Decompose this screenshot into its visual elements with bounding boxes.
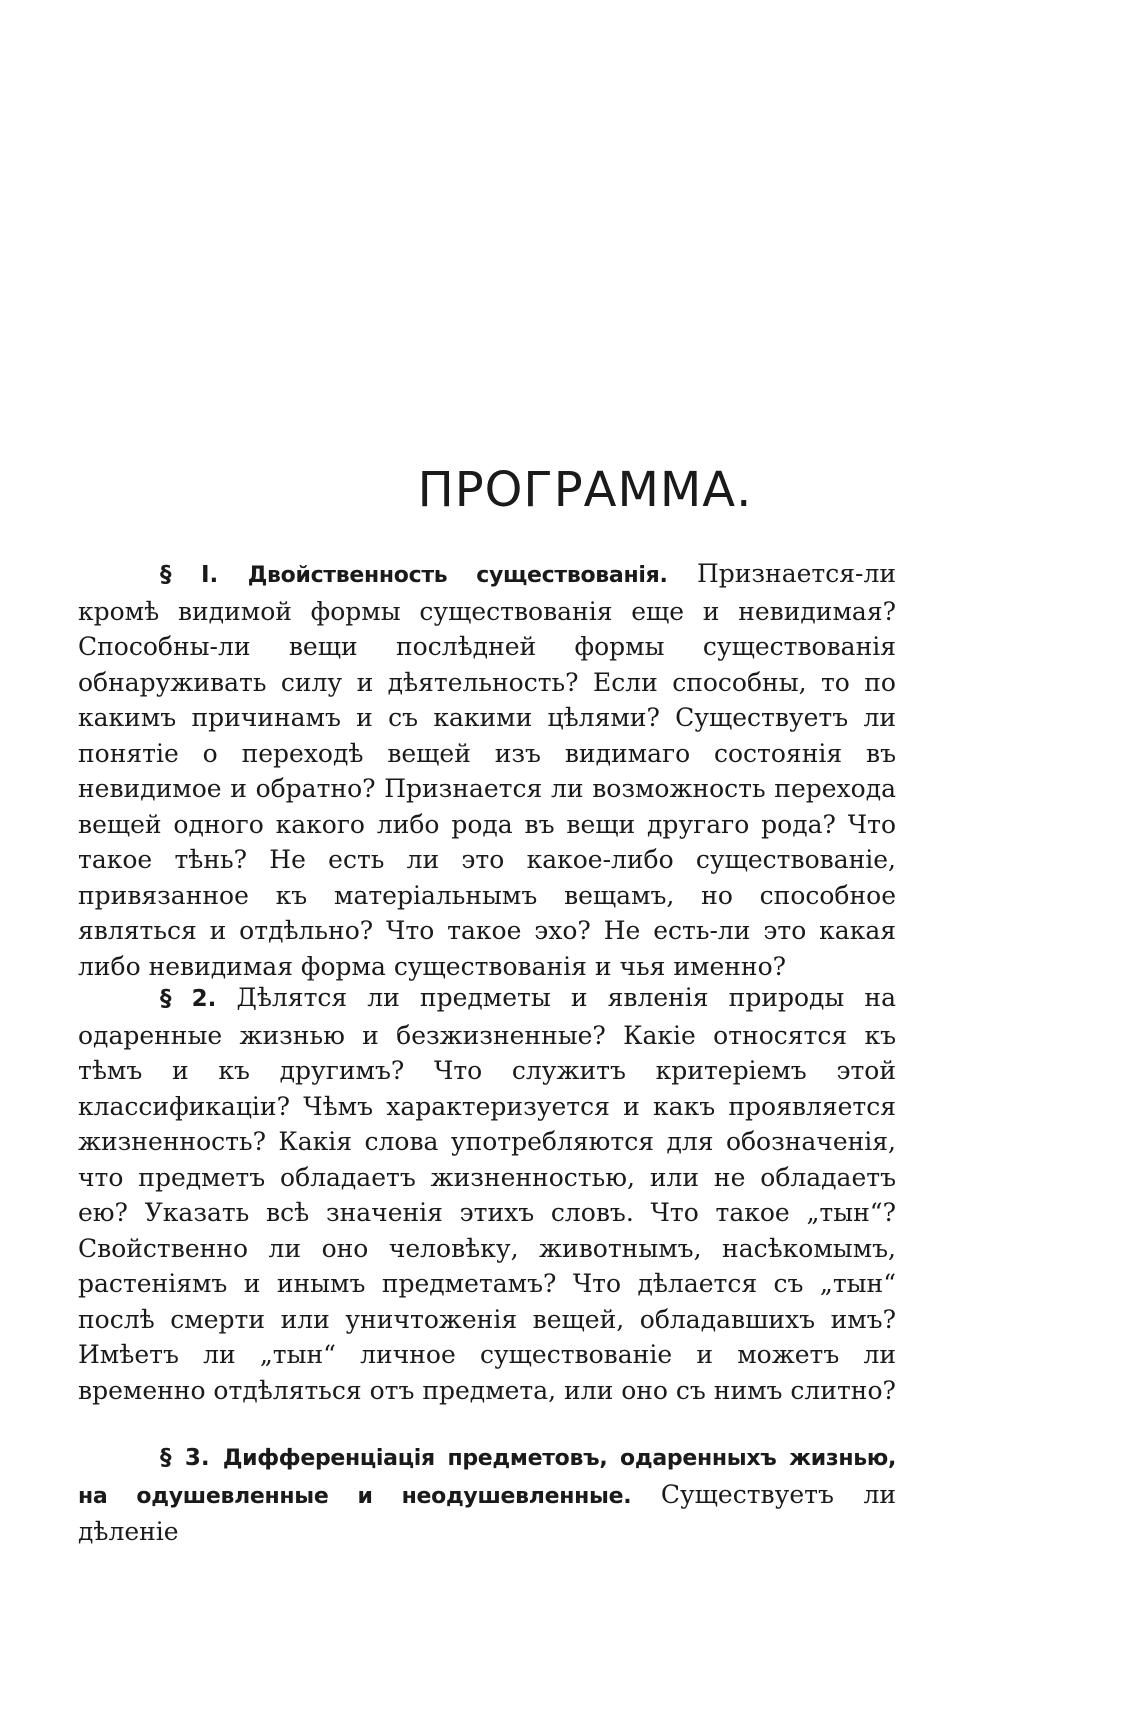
section-paragraph — [78, 980, 896, 1408]
section-body-text: Дѣлятся ли предметы и явленія природы на одаренные жизнью и безжизненные? Какіе относятся къ тѣмъ и къ другимъ? Что служитъ критеріемъ этой классификаціи? Чѣмъ характеризуется и какъ проявляется жизненность? Какія слова употребляются для обозначенія, что предметъ обладаетъ жизненностью, или не обладаетъ ею? Указать всѣ значенія этихъ словъ. Что такое „тын“? Свойственно ли оно человѣку, животнымъ, насѣкомымъ, растеніямъ и инымъ предметамъ? Что дѣлается съ „тын“ послѣ смерти или уничтоженія вещей, обладавшихъ имъ? Имѣетъ ли „тын“ личное существованіе и можетъ ли временно отдѣляться отъ предмета, или оно съ нимъ слитно? — [78, 983, 897, 1405]
section-number: § 2. — [160, 986, 217, 1012]
section-heading: Двойственность существованія. — [247, 563, 668, 588]
section-1 — [78, 556, 896, 984]
section-paragraph — [78, 1439, 896, 1550]
section-paragraph — [78, 556, 896, 984]
section-number: § 3. — [160, 1445, 210, 1471]
section-number: § I. — [160, 562, 219, 588]
section-3 — [78, 1439, 896, 1550]
section-body-text: Признается-ли кромѣ видимой формы существованія еще и невидимая? Способны-ли вещи послѣдней формы существованія обнаруживать силу и дѣятельность? Если способны, то по какимъ причинамъ и съ какими цѣлями? Существуетъ ли понятіе о переходѣ вещей изъ видимаго состоянія въ невидимое и обратно? Признается ли возможность перехода вещей одного какого либо рода въ вещи другаго рода? Что такое тѣнь? Не есть ли это какое-либо существованіе, привязанное къ матеріальнымъ вещамъ, но способное являться и отдѣльно? Что такое эхо? Не есть-ли это какая либо невидимая форма существованія и чья именно? — [78, 559, 896, 981]
section-body-text: Существуетъ ли дѣленіе — [78, 1479, 896, 1546]
section-2 — [78, 980, 896, 1408]
page-title: ПРОГРАММА. — [417, 462, 753, 518]
section-heading: Дифференціація предметовъ, одаренныхъ жизнью, на одушевленные и неодушевленные. — [78, 1446, 897, 1509]
